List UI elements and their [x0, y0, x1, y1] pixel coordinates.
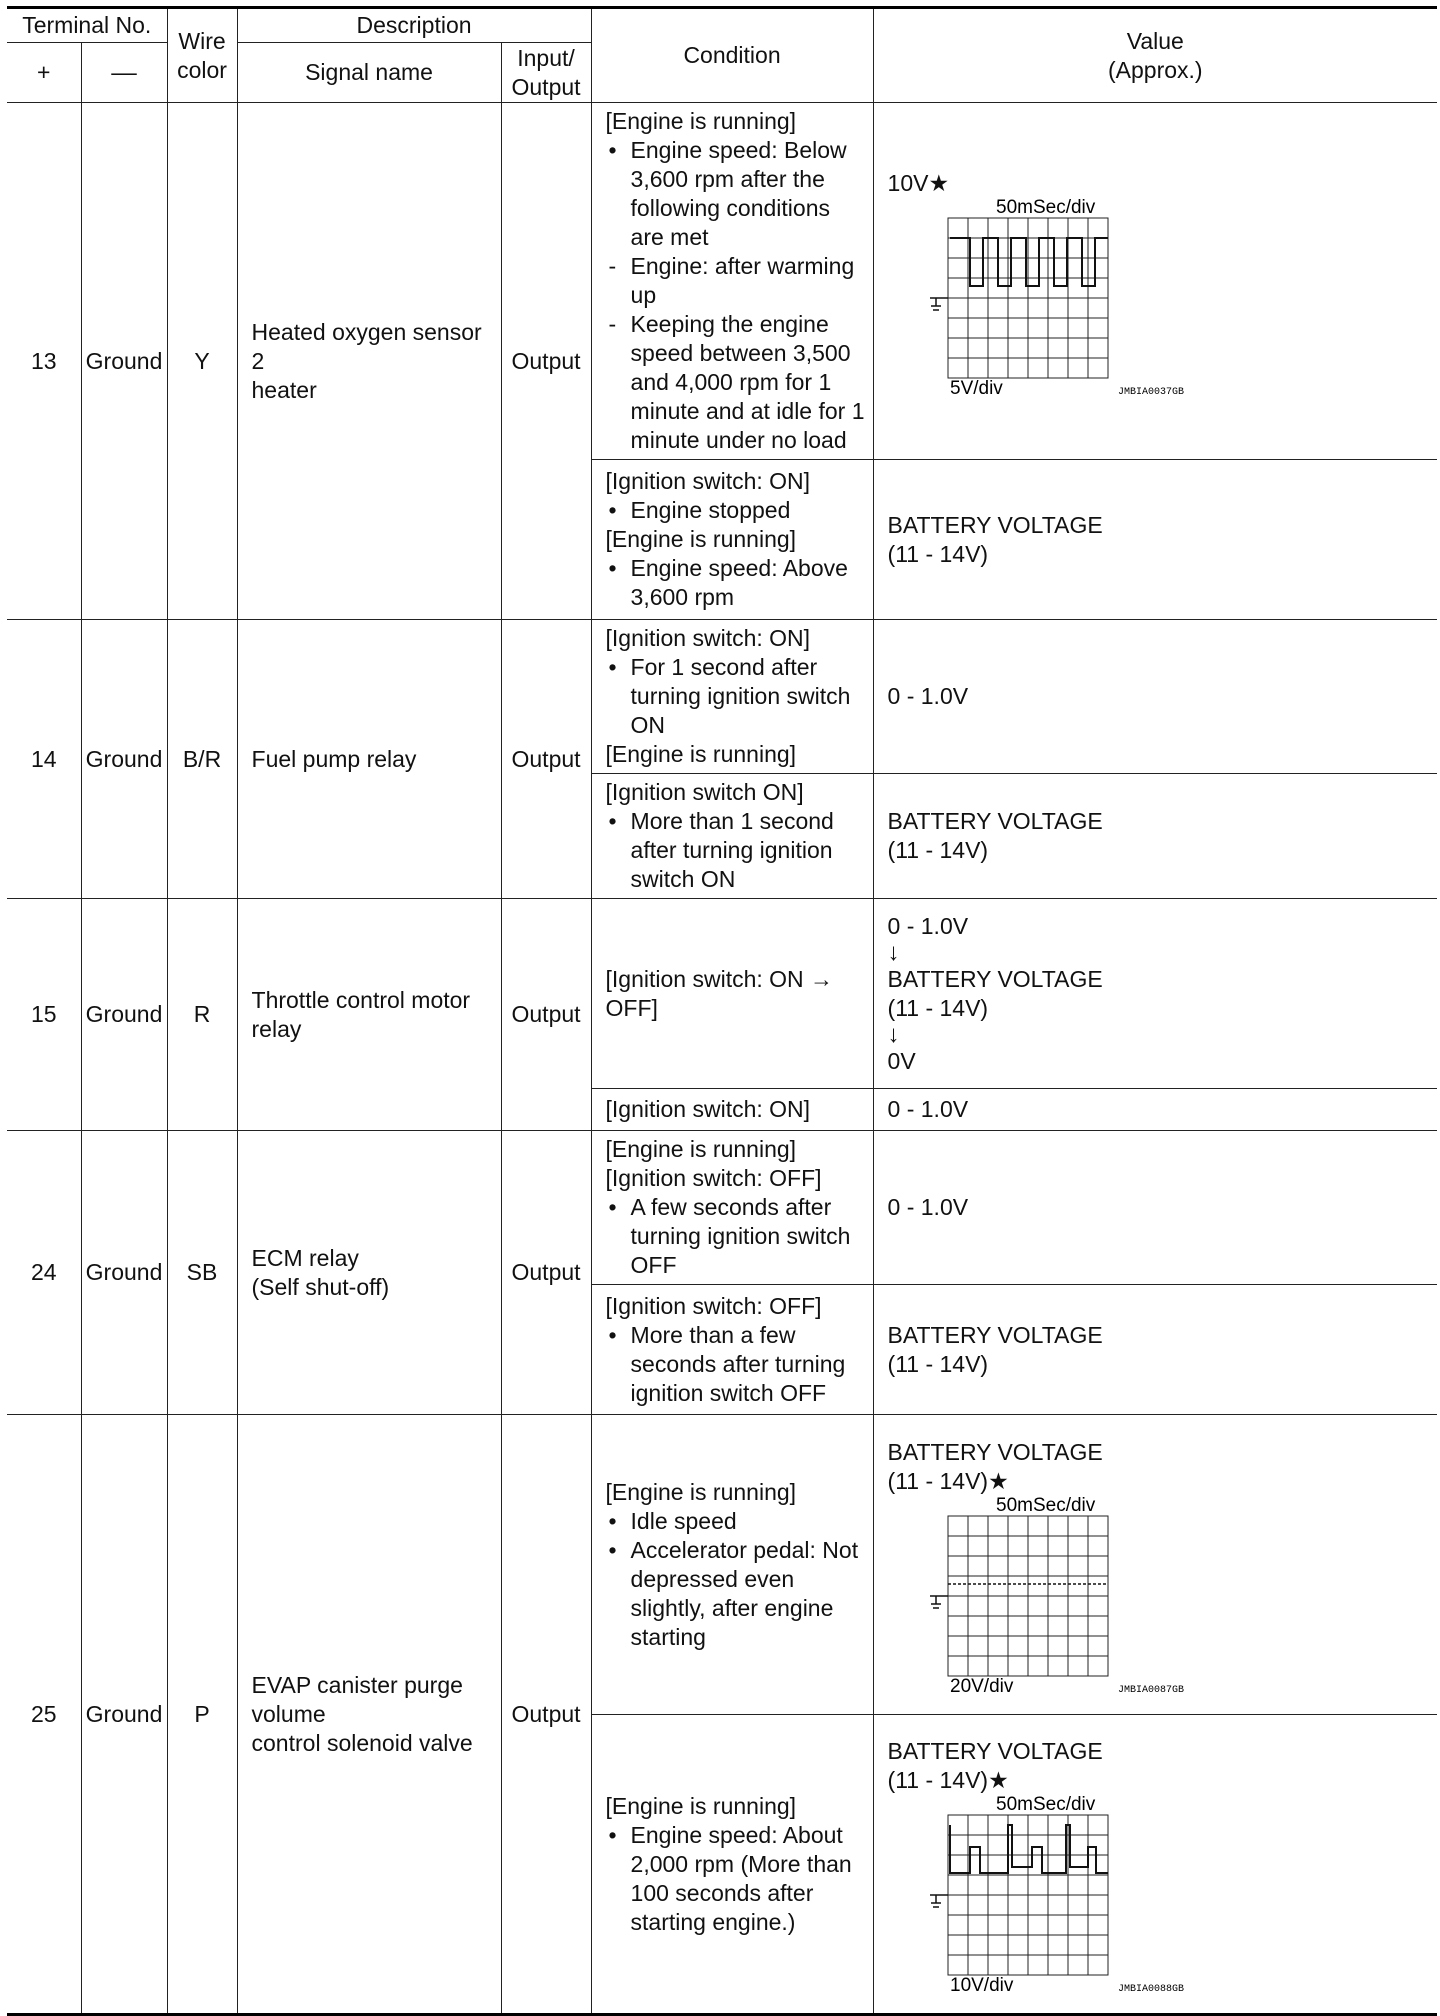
condition-cell: [Engine is running] [Ignition switch: OFF] • A few seconds after turning ignition switch OFF: [591, 1131, 873, 1285]
scope-trace: [950, 1825, 1108, 1873]
terminal-minus-cell: Ground: [81, 1131, 167, 1415]
signal-name-header: Signal name: [237, 43, 501, 103]
io-cell: Output: [501, 620, 591, 899]
value-cell: [873, 103, 1437, 460]
scope-time-div: 50mSec/div: [995, 1495, 1095, 1516]
condition-cell: [Engine is running] • Engine speed: About 2,000 rpm (More than 100 seconds after starting engine.): [591, 1715, 873, 2015]
scope-grid: [948, 218, 1108, 378]
flat-line-scope: [888, 1496, 1228, 1694]
condition-cell: [Engine is running] • Idle speed • Accelerator pedal: Not depressed even slightly, after engine starting: [591, 1415, 873, 1715]
terminal-minus-cell: Ground: [81, 1415, 167, 2015]
oscilloscope-waveform: [888, 198, 1228, 396]
ground-symbol-icon: [930, 298, 948, 310]
condition-cell: [Ignition switch: ON → OFF]: [591, 899, 873, 1089]
scope-grid: [948, 1815, 1108, 1975]
table-row: [7, 1131, 1437, 1285]
terminal-plus-cell: 13: [7, 103, 81, 620]
value-cell: 0 - 1.0V: [873, 620, 1437, 774]
terminal-no-header: Terminal No.: [7, 8, 167, 43]
io-cell: Output: [501, 103, 591, 620]
value-cell: BATTERY VOLTAGE (11 - 14V)★ 50mSec/div 10V/div JMBIA0088GB: [873, 1715, 1437, 2015]
value-cell: 0 - 1.0V: [873, 1131, 1437, 1285]
table-row: [7, 620, 1437, 774]
square-wave-scope: [888, 198, 1228, 396]
down-arrow-icon: ↓: [887, 938, 900, 966]
value-cell: 0 - 1.0V ↓ BATTERY VOLTAGE (11 - 14V) ↓ 0V: [873, 899, 1437, 1089]
ground-symbol-icon: [930, 1596, 948, 1608]
value-header: Value (Approx.): [873, 8, 1437, 103]
value-cell: BATTERY VOLTAGE (11 - 14V)★ 50mSec/div 20V/div JMBIA0087GB: [873, 1415, 1437, 1715]
terminal-minus-cell: Ground: [81, 620, 167, 899]
wire-color-header: Wire color: [167, 8, 237, 103]
oscilloscope-waveform: [888, 1795, 1228, 1993]
ground-symbol-icon: [930, 1895, 948, 1907]
condition-cell: [Ignition switch: ON] • For 1 second after turning ignition switch ON [Engine is running]: [591, 620, 873, 774]
wire-color-cell: Y: [167, 103, 237, 620]
value-cell: 0 - 1.0V: [873, 1089, 1437, 1131]
scope-figure-code: JMBIA0087GB: [1117, 1684, 1184, 1694]
table-row: [7, 899, 1437, 1089]
value-cell: BATTERY VOLTAGE (11 - 14V): [873, 460, 1437, 620]
scope-figure-code: JMBIA0088GB: [1117, 1984, 1184, 1993]
input-output-header: Input/ Output: [501, 43, 591, 103]
terminal-plus-cell: 25: [7, 1415, 81, 2015]
condition-header: Condition: [591, 8, 873, 103]
wire-color-cell: P: [167, 1415, 237, 2015]
scope-time-div: 50mSec/div: [995, 197, 1095, 218]
wire-color-cell: B/R: [167, 620, 237, 899]
terminal-plus-cell: 24: [7, 1131, 81, 1415]
header-row-1: [7, 8, 1437, 43]
terminal-plus-cell: 14: [7, 620, 81, 899]
oscilloscope-waveform: [888, 1496, 1228, 1694]
description-header: Description: [237, 8, 591, 43]
condition-cell: [Engine is running] • Engine speed: Below 3,600 rpm after the following conditions are met - Engine: after warming up - Keeping the engine speed between 3,500 and 4,000 rpm for 1 minute and at idle for 1 minute under no load: [591, 103, 873, 460]
condition-cell: [Ignition switch ON] • More than 1 second after turning ignition switch ON: [591, 774, 873, 899]
signal-name-cell: Throttle control motor relay: [237, 899, 501, 1131]
terminal-plus-cell: 15: [7, 899, 81, 1131]
terminal-spec-sheet: [7, 6, 1437, 1993]
wire-color-cell: SB: [167, 1131, 237, 1415]
scope-figure-code: JMBIA0037GB: [1117, 386, 1184, 396]
scope-volt-div: 10V/div: [949, 1975, 1013, 1993]
ecm-terminal-table: [7, 6, 1437, 2016]
signal-name-cell: Heated oxygen sensor 2 heater: [237, 103, 501, 620]
scope-trace: [950, 238, 1108, 286]
scope-grid: [948, 1516, 1108, 1676]
plus-terminal-header: +: [7, 43, 81, 103]
terminal-minus-cell: Ground: [81, 103, 167, 620]
wire-color-cell: R: [167, 899, 237, 1131]
table-row: [7, 103, 1437, 460]
value-cell: BATTERY VOLTAGE (11 - 14V): [873, 1285, 1437, 1415]
value-cell: BATTERY VOLTAGE (11 - 14V): [873, 774, 1437, 899]
signal-name-cell: EVAP canister purge volume control solenoid valve: [237, 1415, 501, 2015]
condition-cell: [Ignition switch: ON]: [591, 1089, 873, 1131]
io-cell: Output: [501, 1415, 591, 2015]
scope-volt-div: 5V/div: [949, 377, 1003, 396]
down-arrow-icon: ↓: [887, 1020, 900, 1048]
terminal-minus-cell: Ground: [81, 899, 167, 1131]
minus-terminal-header: ––: [81, 43, 167, 103]
io-cell: Output: [501, 899, 591, 1131]
io-cell: Output: [501, 1131, 591, 1415]
scope-time-div: 50mSec/div: [995, 1795, 1095, 1815]
condition-cell: [Ignition switch: ON] • Engine stopped [Engine is running] • Engine speed: Above 3,600 rpm: [591, 460, 873, 620]
condition-cell: [Ignition switch: OFF] • More than a few seconds after turning ignition switch OFF: [591, 1285, 873, 1415]
value-text: 10V★: [887, 169, 950, 196]
signal-name-cell: ECM relay (Self shut-off): [237, 1131, 501, 1415]
scope-volt-div: 20V/div: [949, 1675, 1013, 1694]
table-row: [7, 1415, 1437, 1715]
pulse-wave-scope: [888, 1795, 1228, 1993]
signal-name-cell: Fuel pump relay: [237, 620, 501, 899]
